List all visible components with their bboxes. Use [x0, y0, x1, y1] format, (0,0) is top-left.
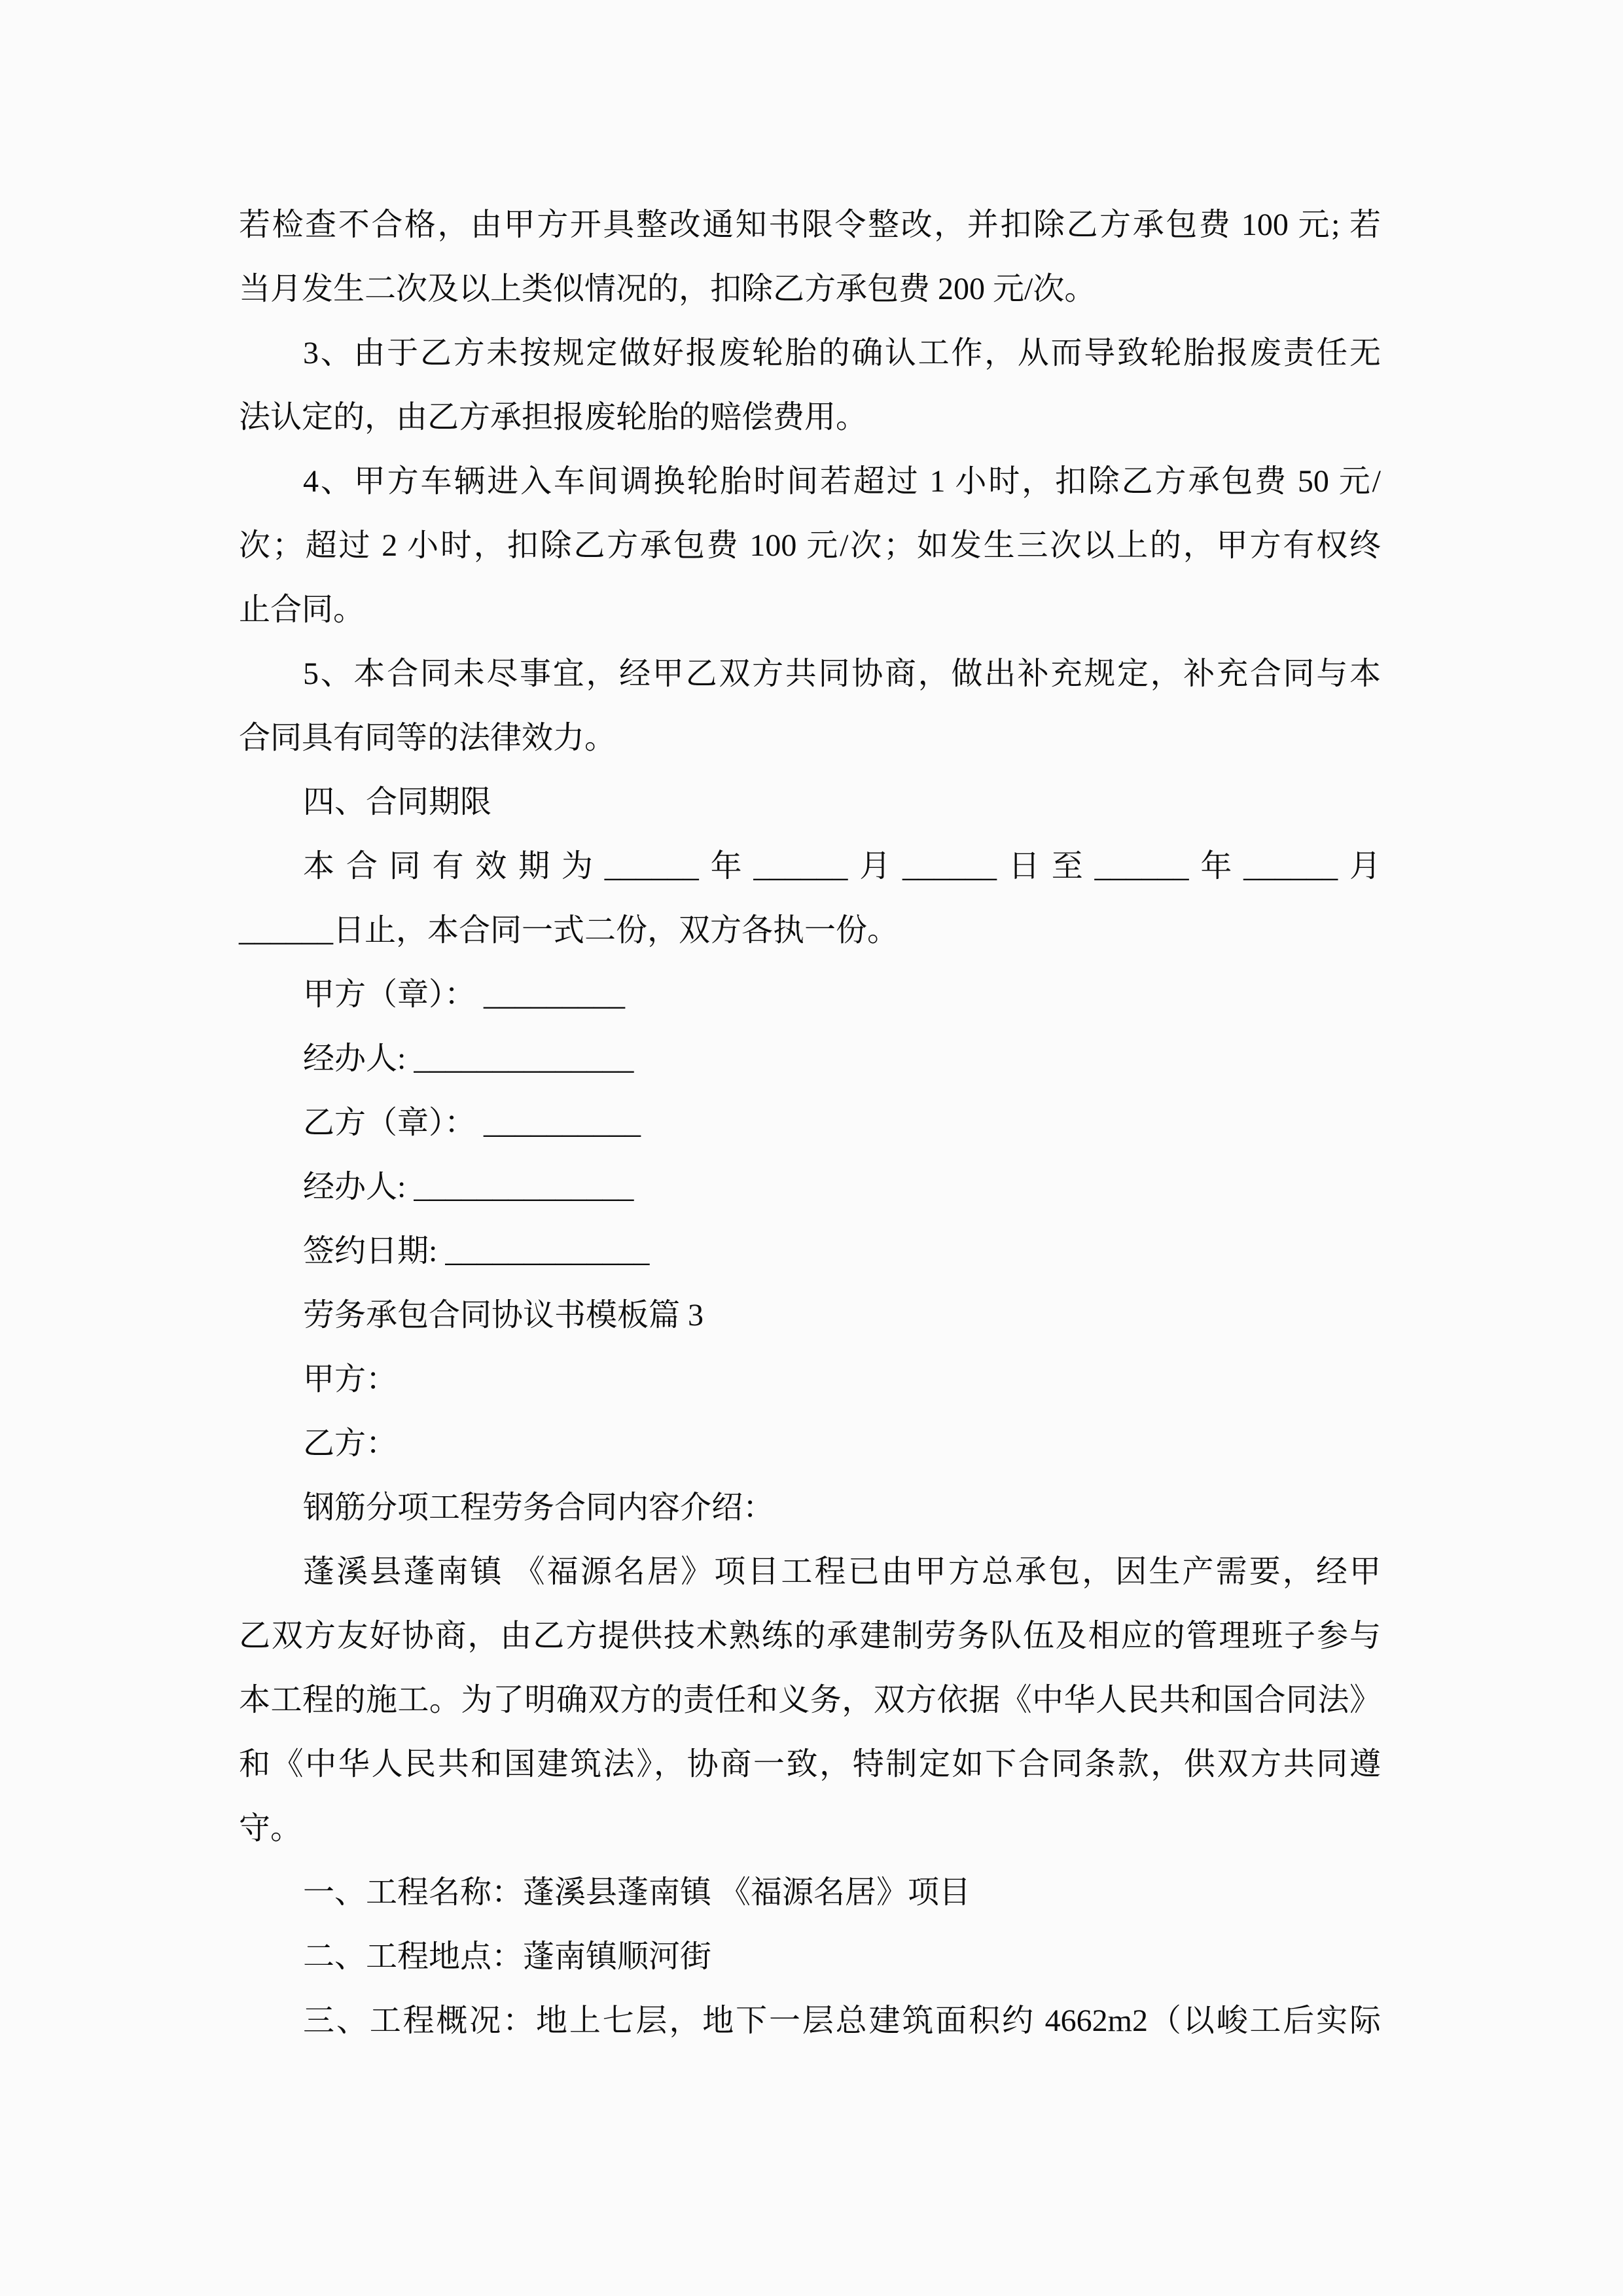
document-line: 经办人: ______________ [303, 1041, 634, 1076]
document-line: 若检查不合格，由甲方开具整改通知书限令整改，并扣除乙方承包费 100 元; 若 [239, 207, 1381, 242]
document-line: 乙方（章）： __________ [303, 1105, 641, 1140]
document-line: 劳务承包合同协议书模板篇 3 [303, 1298, 704, 1333]
document-line: 合同具有同等的法律效力。 [239, 721, 616, 755]
document-line: 4、甲方车辆进入车间调换轮胎时间若超过 1 小时，扣除乙方承包费 50 元/ [303, 464, 1381, 499]
document-line: 四、合同期限 [303, 785, 492, 819]
document-line: 当月发生二次及以上类似情况的，扣除乙方承包费 200 元/次。 [239, 272, 1096, 306]
document-line: 法认定的，由乙方承担报废轮胎的赔偿费用。 [239, 400, 868, 435]
document-line: 3、由于乙方未按规定做好报废轮胎的确认工作，从而导致轮胎报废责任无 [303, 336, 1381, 370]
document-line: 二、工程地点：蓬南镇顺河街 [303, 1939, 712, 1974]
document-line: 止合同。 [239, 592, 365, 627]
document-line: 乙双方友好协商，由乙方提供技术熟练的承建制劳务队伍及相应的管理班子参与 [239, 1619, 1381, 1653]
document-line: 本工程的施工。为了明确双方的责任和义务，双方依据《中华人民共和国合同法》 [239, 1683, 1381, 1717]
document-line: 甲方（章）： _________ [303, 977, 626, 1012]
document-body [239, 193, 1381, 2053]
document-line: 经办人: ______________ [303, 1170, 634, 1204]
document-line: 钢筋分项工程劳务合同内容介绍： [303, 1490, 775, 1525]
document-line: 三、工程概况：地上七层，地下一层总建筑面积约 4662m2（以峻工后实际 [303, 2003, 1381, 2038]
document-line: 5、本合同未尽事宜，经甲乙双方共同协商，做出补充规定，补充合同与本 [303, 656, 1381, 691]
document-line: ______日止，本合同一式二份，双方各执一份。 [239, 913, 899, 948]
document-line: 一、工程名称：蓬溪县蓬南镇 《福源名居》项目 [303, 1875, 971, 1910]
document-line: 守。 [239, 1811, 302, 1846]
document-line: 甲方： [303, 1362, 398, 1397]
document-line: 乙方： [303, 1426, 398, 1461]
document-line: 签约日期: _____________ [303, 1234, 650, 1268]
document-line: 和《中华人民共和国建筑法》，协商一致，特制定如下合同条款，供双方共同遵 [239, 1747, 1381, 1782]
document-line: 蓬溪县蓬南镇 《福源名居》项目工程已由甲方总承包，因生产需要，经甲 [303, 1554, 1381, 1589]
document-line: 次；超过 2 小时，扣除乙方承包费 100 元/次；如发生三次以上的，甲方有权终 [239, 528, 1381, 563]
document-line: 本合同有效期为______年______月______日至______年______月 [303, 849, 1381, 884]
